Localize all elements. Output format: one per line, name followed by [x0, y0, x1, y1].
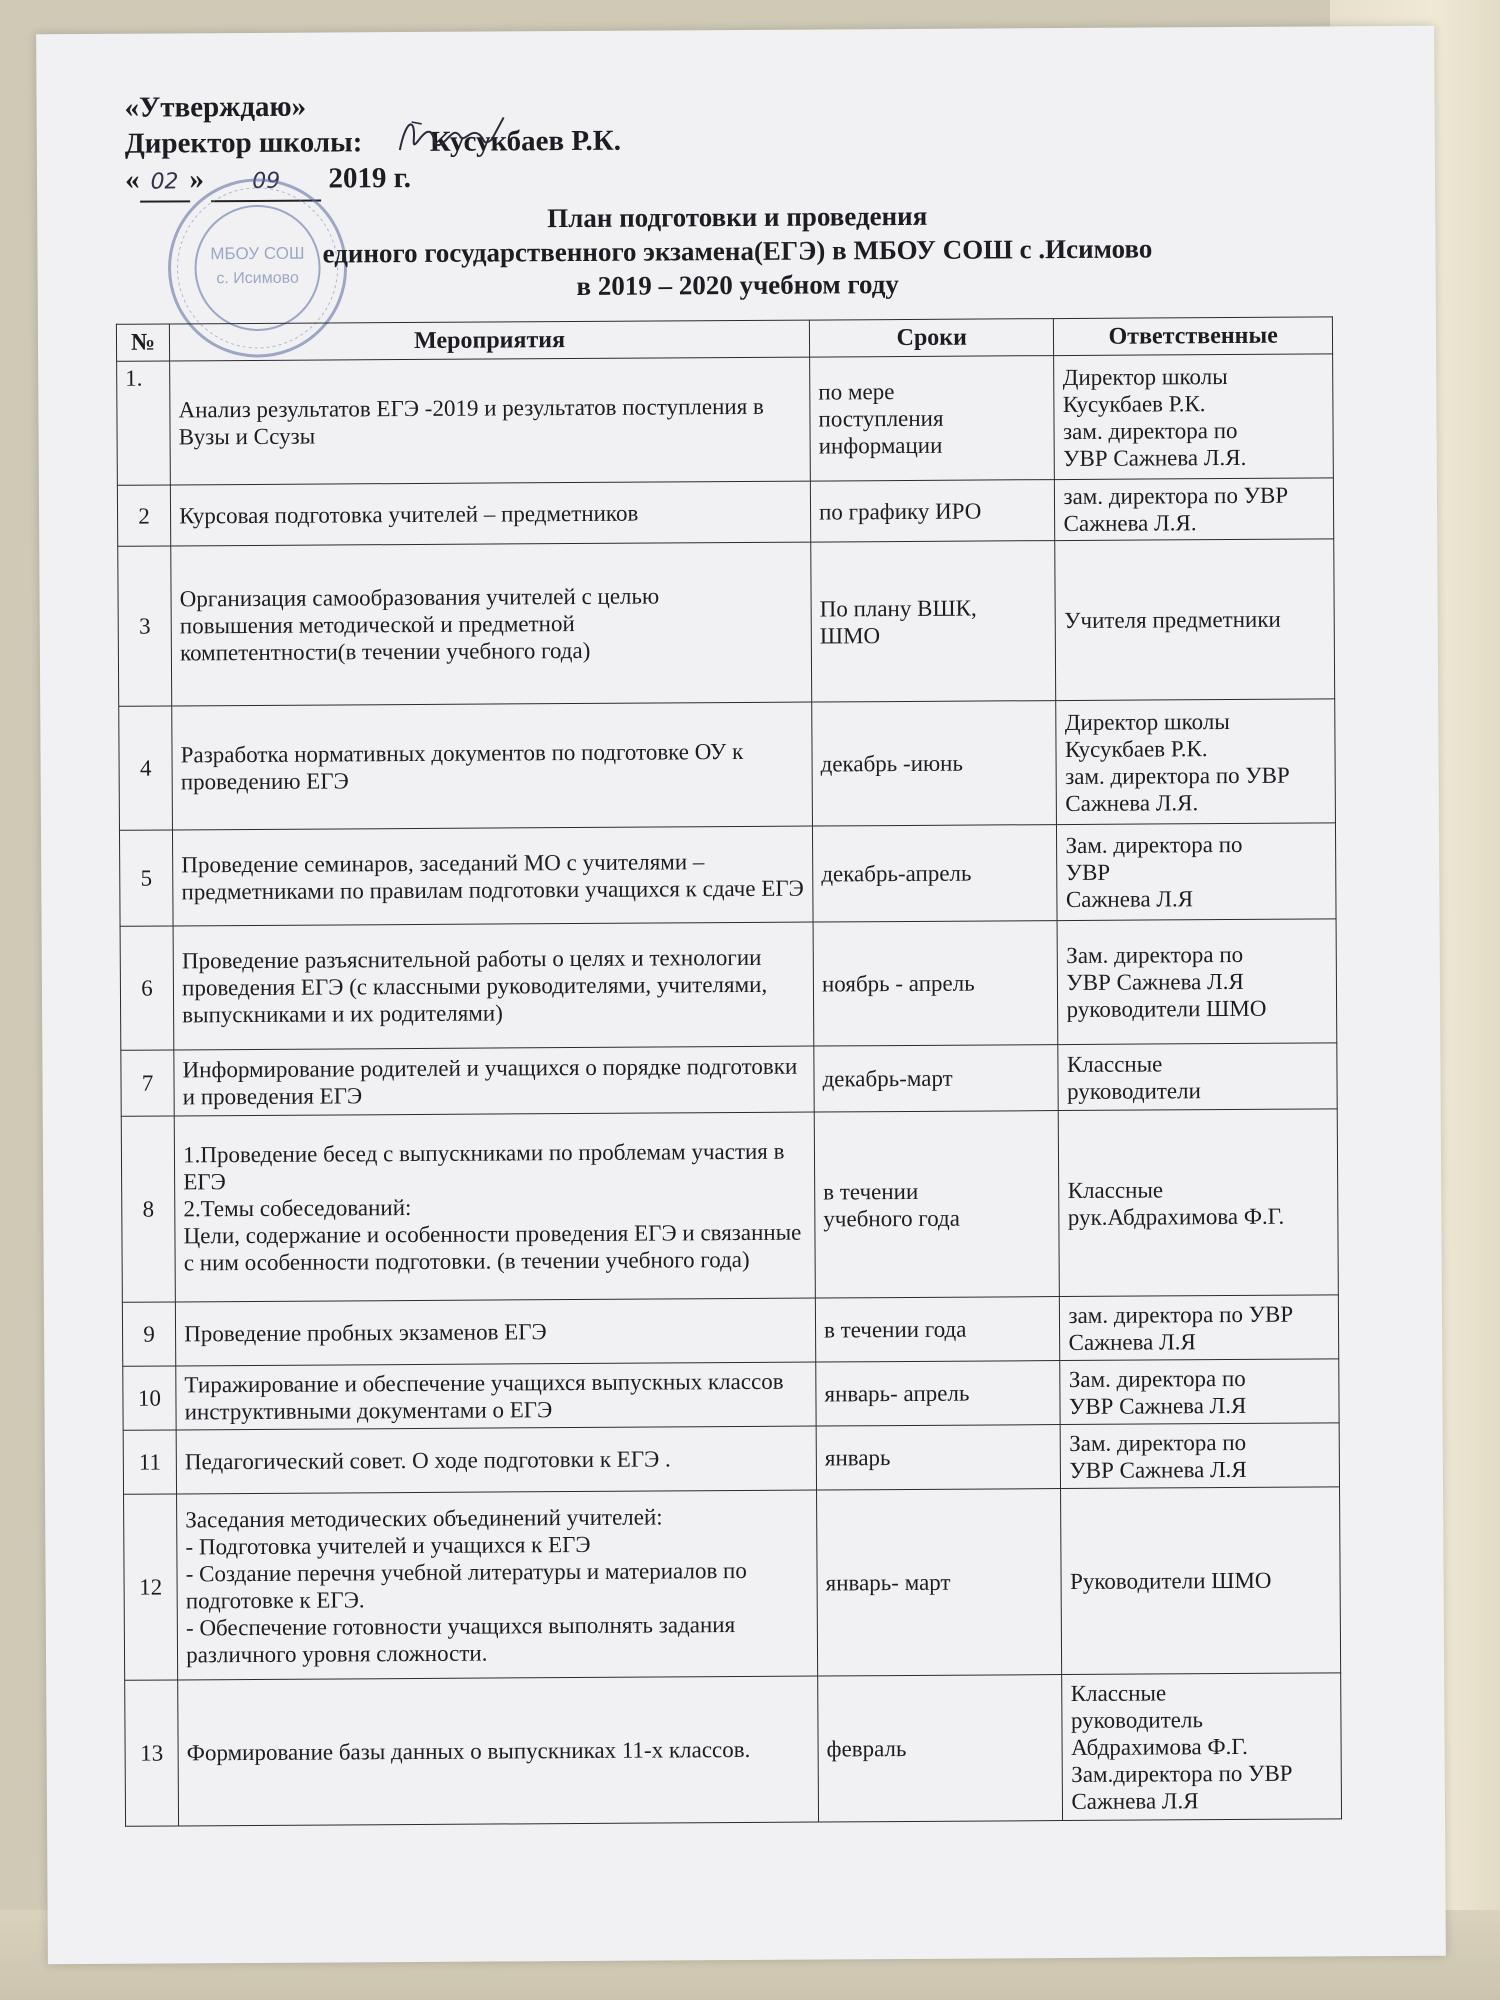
table-row: [124, 1487, 1341, 1680]
approval-date: « 02 » 09 2019 г.: [125, 154, 1425, 203]
director-signature: [392, 109, 512, 170]
table-row: [123, 1423, 1339, 1494]
header-responsible: Ответственные: [1054, 317, 1333, 356]
row-activity: Формирование базы данных о выпускниках 11-х классов.: [178, 1676, 819, 1826]
header-num: №: [116, 324, 169, 361]
row-responsible: Учителя предметники: [1055, 539, 1334, 701]
row-term: январь- апрель: [816, 1361, 1061, 1426]
row-activity: Разработка нормативных документов по подготовке ОУ к проведению ЕГЭ: [172, 702, 813, 830]
table-row: [119, 699, 1336, 830]
row-responsible: Зам. директора по УВР Сажнева Л.Я: [1057, 823, 1336, 921]
row-number: 1.: [117, 361, 171, 485]
row-responsible: Классные руководители: [1058, 1043, 1337, 1111]
table-row: [125, 1673, 1342, 1826]
row-number: 7: [121, 1050, 175, 1116]
table-row: [121, 1043, 1337, 1116]
row-number: 6: [120, 926, 174, 1050]
plan-table-body: [117, 354, 1342, 1826]
row-responsible: Руководители ШМО: [1061, 1487, 1341, 1675]
table-row: [118, 539, 1335, 706]
row-activity: Анализ результатов ЕГЭ -2019 и результатов поступления в Вузы и Ссузы: [170, 357, 811, 485]
row-activity: Курсовая подготовка учителей – предметников: [171, 481, 811, 546]
row-responsible: Зам. директора по УВР Сажнева Л.Я руководители ШМО: [1058, 919, 1337, 1045]
row-number: 11: [123, 1430, 177, 1494]
row-number: 4: [119, 706, 173, 830]
title-line-2: единого государственного экзамена(ЕГЭ) в МБОУ СОШ с .Исимово: [322, 233, 1153, 269]
row-number: 10: [123, 1366, 177, 1430]
row-responsible: зам. директора по УВР Сажнева Л.Я.: [1055, 478, 1334, 541]
director-label: Директор школы:: [124, 126, 363, 160]
row-number: 13: [125, 1680, 179, 1826]
document-sheet: [36, 26, 1446, 1965]
row-responsible: Директор школы Кусукбаев Р.К. зам. директора по УВР Сажнева Л.Я.: [1054, 354, 1333, 480]
row-responsible: Директор школы Кусукбаев Р.К. зам. директора по УВР Сажнева Л.Я.: [1056, 699, 1335, 825]
row-responsible: зам. директора по УВР Сажнева Л.Я: [1060, 1295, 1339, 1361]
row-responsible: Классные руководитель Абдрахимова Ф.Г. Зам.директора по УВР Сажнева Л.Я: [1062, 1673, 1341, 1821]
row-number: 2: [117, 485, 171, 546]
table-row: [123, 1359, 1339, 1430]
row-activity: Тиражирование и обеспечение учащихся выпускных классов инструктивными документами о ЕГЭ: [176, 1362, 816, 1430]
table-row: [120, 919, 1337, 1050]
header-term: Сроки: [809, 319, 1054, 357]
row-term: По плану ВШК, ШМО: [811, 541, 1056, 702]
date-day: 02: [139, 164, 189, 202]
table-row: [121, 1109, 1338, 1302]
row-activity: Организация самообразования учителей с целью повышения методической и предметной компетентности(в течении учебного года): [171, 542, 812, 706]
date-year: 2019 г.: [328, 162, 412, 195]
table-row: [117, 478, 1333, 546]
row-responsible: Классные рук.Абдрахимова Ф.Г.: [1059, 1109, 1339, 1297]
row-activity: Информирование родителей и учащихся о порядке подготовки и проведения ЕГЭ: [174, 1046, 814, 1116]
document-title: [37, 196, 1438, 307]
row-responsible: Зам. директора по УВР Сажнева Л.Я: [1060, 1359, 1339, 1425]
plan-table: [116, 316, 1342, 1826]
table-row: [117, 354, 1334, 485]
row-activity: Проведение семинаров, заседаний МО с учителями – предметниками по правилам подготовки учащихся к сдаче ЕГЭ: [173, 826, 813, 926]
row-number: 9: [122, 1302, 176, 1366]
row-activity: Проведение пробных экзаменов ЕГЭ: [176, 1298, 816, 1366]
row-activity: Педагогический совет. О ходе подготовки к ЕГЭ .: [176, 1426, 816, 1494]
row-term: декабрь -июнь: [812, 701, 1057, 826]
table-row: [122, 1295, 1338, 1366]
row-number: 3: [118, 546, 172, 706]
row-term: январь- март: [817, 1489, 1063, 1676]
row-number: 8: [121, 1116, 175, 1302]
row-term: в течении учебного года: [814, 1111, 1060, 1298]
row-term: по графику ИРО: [810, 480, 1055, 542]
row-term: в течении года: [815, 1297, 1060, 1362]
header-activity: Мероприятия: [170, 320, 810, 361]
title-line-3: в 2019 – 2020 учебном году: [576, 269, 899, 301]
svg-text:МБОУ СОШ: МБОУ СОШ: [210, 243, 305, 264]
row-term: ноябрь - апрель: [813, 921, 1058, 1046]
row-term: январь: [816, 1425, 1061, 1490]
title-line-1: План подготовки и проведения: [547, 200, 928, 234]
row-activity: Проведение разъяснительной работы о целях и технологии проведения ЕГЭ (с классными руководителями, учителями, выпускниками и их родителями): [173, 922, 814, 1050]
svg-text:с. Исимово: с. Исимово: [216, 269, 299, 288]
row-activity: Заседания методических объединений учителей: - Подготовка учителей и учащихся к ЕГЭ - Создание перечня учебной литературы и материалов по подготовке к ЕГЭ. - Обеспечение готовности учащихся выполнять задания различного уровня сложности.: [177, 1490, 818, 1680]
row-term: февраль: [818, 1675, 1063, 1822]
director-name: Кусукбаев Р.К.: [429, 124, 622, 158]
row-term: декабрь-март: [814, 1045, 1059, 1112]
table-row: [119, 823, 1336, 926]
date-month: 09: [211, 164, 321, 203]
row-number: 5: [119, 830, 173, 926]
row-number: 12: [124, 1494, 178, 1680]
row-responsible: Зам. директора по УВР Сажнева Л.Я: [1061, 1423, 1340, 1489]
row-term: декабрь-апрель: [812, 825, 1057, 922]
row-activity: 1.Проведение бесед с выпускниками по проблемам участия в ЕГЭ 2.Темы собеседований: Цели, содержание и особенности проведения ЕГЭ и связанные с ним особенности подготовки. (в течении учебного года): [174, 1112, 815, 1302]
approve-label: «Утверждаю»: [124, 90, 307, 124]
row-term: по мере поступления информации: [810, 356, 1055, 481]
